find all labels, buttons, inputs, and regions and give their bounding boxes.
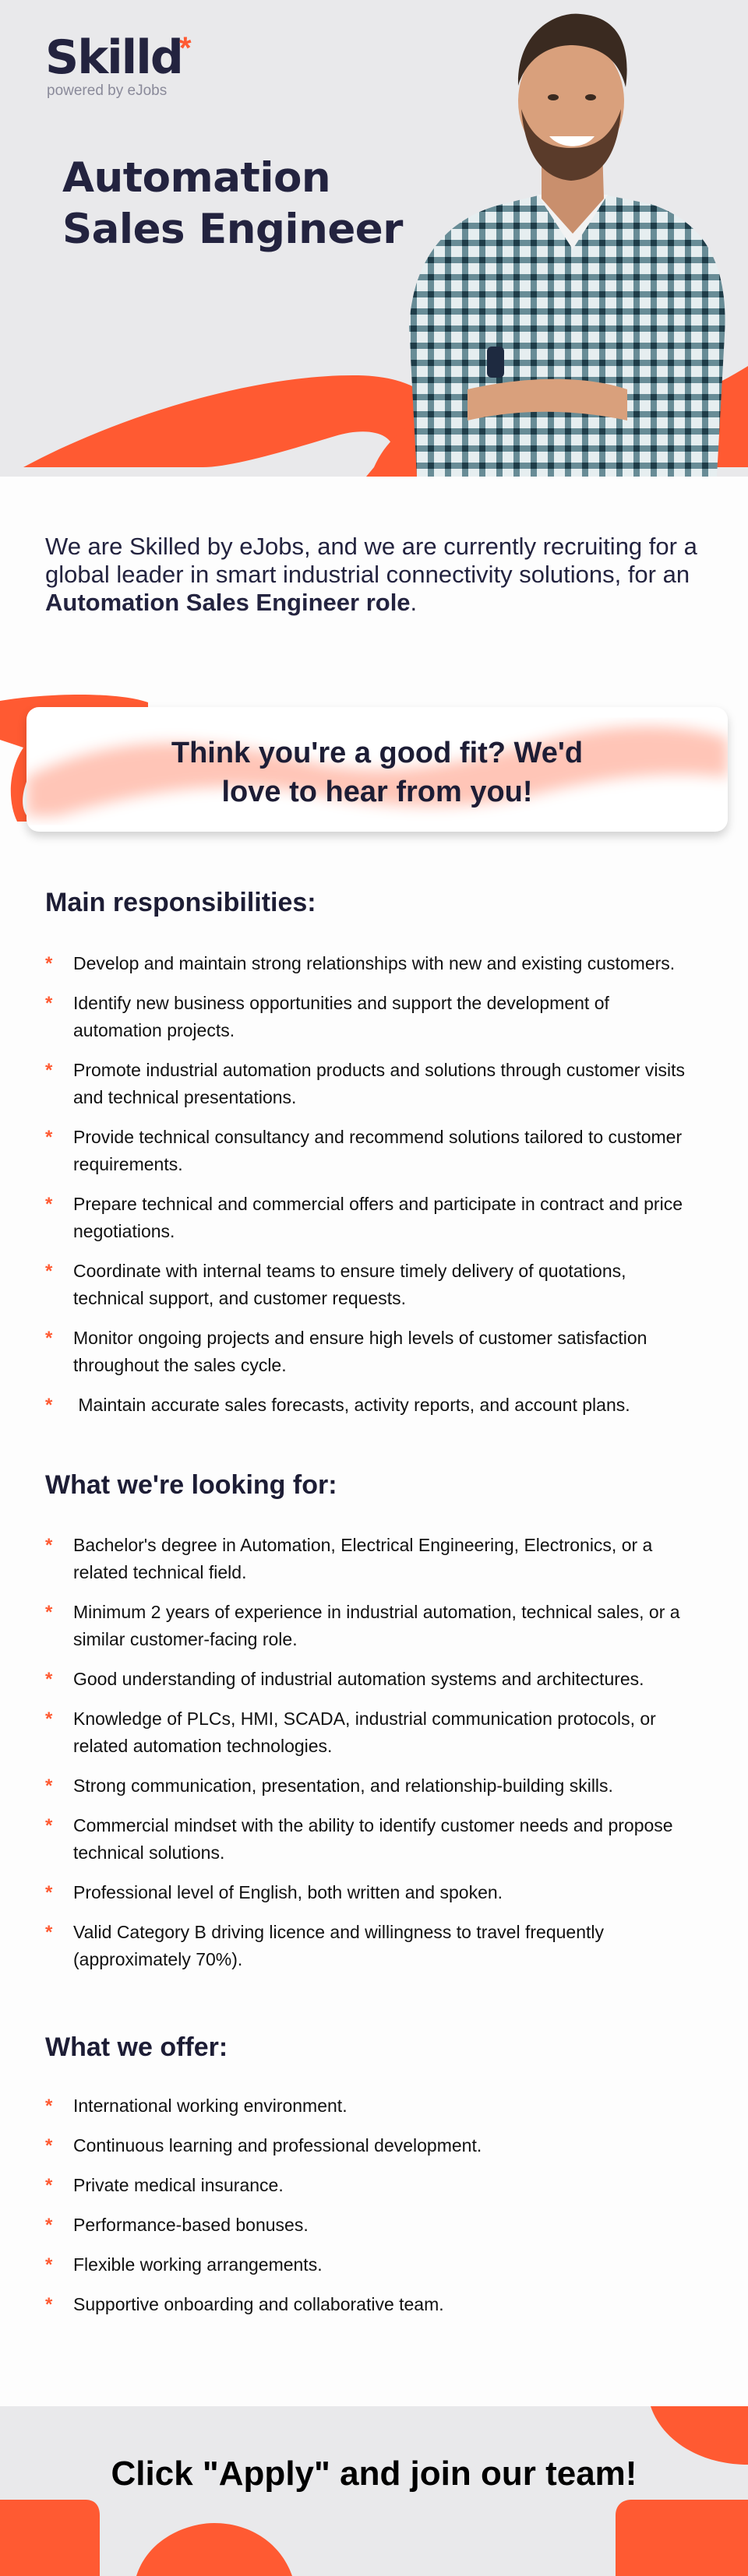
footer-banner	[0, 2406, 748, 2576]
asterisk-icon: *	[45, 2294, 53, 2315]
job-title	[62, 153, 403, 255]
list-item	[45, 2092, 692, 2120]
list-item	[45, 1325, 692, 1379]
asterisk-icon: *	[45, 2254, 53, 2275]
list-item-text: Coordinate with internal teams to ensure timely delivery of quotations, technical support, and customer requests.	[73, 1261, 626, 1308]
asterisk-icon: *	[45, 1127, 53, 1148]
list-item-text: Bachelor's degree in Automation, Electrical Engineering, Electronics, or a related technical field.	[73, 1535, 653, 1582]
callout-line1: Think you're a good fit? We'd	[171, 737, 584, 769]
list-item	[45, 1191, 692, 1245]
list-item	[45, 1532, 692, 1586]
apply-cta-text: Click "Apply" and join our team!	[111, 2455, 637, 2493]
asterisk-icon: *	[45, 2135, 53, 2156]
list-item-text: Prepare technical and commercial offers and participate in contract and price negotiations.	[73, 1194, 683, 1241]
asterisk-icon: *	[45, 1395, 53, 1416]
intro-period: .	[410, 589, 418, 616]
intro-paragraph	[45, 533, 715, 617]
list-item-text: Commercial mindset with the ability to identify customer needs and propose technical solutions.	[73, 1815, 673, 1863]
list-item	[45, 950, 692, 977]
list-item	[45, 1599, 692, 1653]
brand-tagline: powered by eJobs	[47, 83, 168, 99]
list-item	[45, 2172, 692, 2199]
asterisk-icon: *	[45, 993, 53, 1014]
intro-role: Automation Sales Engineer role	[45, 589, 411, 616]
list-item-text: Develop and maintain strong relationships with new and existing customers.	[73, 953, 676, 973]
asterisk-icon: *	[45, 1709, 53, 1730]
list-item	[45, 2132, 692, 2159]
callout-card	[26, 707, 728, 832]
asterisk-icon: *	[45, 1882, 53, 1903]
list-item-text: Promote industrial automation products and solutions through customer visits and technical presentations.	[73, 1060, 685, 1107]
list-item	[45, 1258, 692, 1312]
list-item-text: Knowledge of PLCs, HMI, SCADA, industrial communication protocols, or related automation technologies.	[73, 1709, 656, 1756]
list-item-text: Monitor ongoing projects and ensure high levels of customer satisfaction throughout the sales cycle.	[73, 1328, 647, 1375]
responsibilities-list	[45, 950, 692, 1431]
asterisk-icon: *	[45, 1261, 53, 1282]
asterisk-icon: *	[45, 1194, 53, 1215]
asterisk-icon: *	[45, 1328, 53, 1349]
list-item	[45, 1812, 692, 1867]
requirements-list	[45, 1532, 692, 1986]
offer-title: What we offer:	[45, 2032, 228, 2062]
asterisk-icon: *	[45, 1535, 53, 1556]
asterisk-icon: *	[45, 2175, 53, 2196]
list-item	[45, 2212, 692, 2239]
asterisk-icon: *	[45, 2215, 53, 2236]
list-item	[45, 2251, 692, 2279]
list-item	[45, 1666, 692, 1693]
callout-section	[0, 685, 748, 849]
asterisk-icon: *	[45, 2096, 53, 2117]
list-item	[45, 1772, 692, 1800]
list-item	[45, 1392, 692, 1419]
list-item-text: Private medical insurance.	[73, 2175, 284, 2195]
list-item	[45, 1705, 692, 1760]
callout-heading	[26, 734, 728, 811]
list-item-text: Performance-based bonuses.	[73, 2215, 309, 2235]
list-item-text: Provide technical consultancy and recommend solutions tailored to customer requirements.	[73, 1127, 683, 1174]
asterisk-icon: *	[45, 1775, 53, 1797]
list-item	[45, 2291, 692, 2318]
list-item-text: Professional level of English, both written and spoken.	[73, 1882, 503, 1902]
list-item	[45, 1057, 692, 1111]
list-item-text: International working environment.	[73, 2096, 348, 2116]
brand-name: Skilld	[45, 30, 182, 85]
asterisk-icon: *	[45, 953, 53, 974]
responsibilities-title: Main responsibilities:	[45, 888, 316, 917]
job-title-line1: Automation	[62, 154, 331, 202]
callout-line2: love to hear from you!	[221, 776, 533, 808]
list-item-text: Supportive onboarding and collaborative team.	[73, 2294, 444, 2314]
offer-list	[45, 2092, 692, 2331]
list-item-text: Continuous learning and professional development.	[73, 2135, 482, 2155]
list-item-text: Flexible working arrangements.	[73, 2254, 323, 2275]
asterisk-icon: *	[45, 1922, 53, 1943]
asterisk-icon: *	[45, 1060, 53, 1081]
list-item	[45, 990, 692, 1044]
asterisk-icon: *	[45, 1815, 53, 1836]
asterisk-icon: *	[45, 1602, 53, 1623]
hero-banner	[0, 0, 748, 477]
list-item	[45, 1919, 692, 1973]
list-item-text: Valid Category B driving licence and willingness to travel frequently (approximately 70%).	[73, 1922, 604, 1969]
brand-asterisk-icon: *	[179, 31, 192, 65]
person-photo	[393, 0, 736, 477]
list-item-text: Strong communication, presentation, and relationship-building skills.	[73, 1775, 613, 1796]
requirements-title: What we're looking for:	[45, 1470, 337, 1500]
brand-logo[interactable]	[45, 30, 192, 100]
asterisk-icon: *	[45, 1669, 53, 1690]
list-item-text: Minimum 2 years of experience in industrial automation, technical sales, or a similar customer-facing role.	[73, 1602, 680, 1649]
list-item-text: Maintain accurate sales forecasts, activity reports, and account plans.	[73, 1395, 630, 1415]
list-item-text: Good understanding of industrial automation systems and architectures.	[73, 1669, 644, 1689]
list-item-text: Identify new business opportunities and support the development of automation projects.	[73, 993, 609, 1040]
job-title-line2: Sales Engineer	[62, 206, 403, 253]
list-item	[45, 1879, 692, 1906]
intro-text: We are Skilled by eJobs, and we are currently recruiting for a global leader in smart industrial connectivity solutions, for an	[45, 533, 697, 588]
list-item	[45, 1124, 692, 1178]
